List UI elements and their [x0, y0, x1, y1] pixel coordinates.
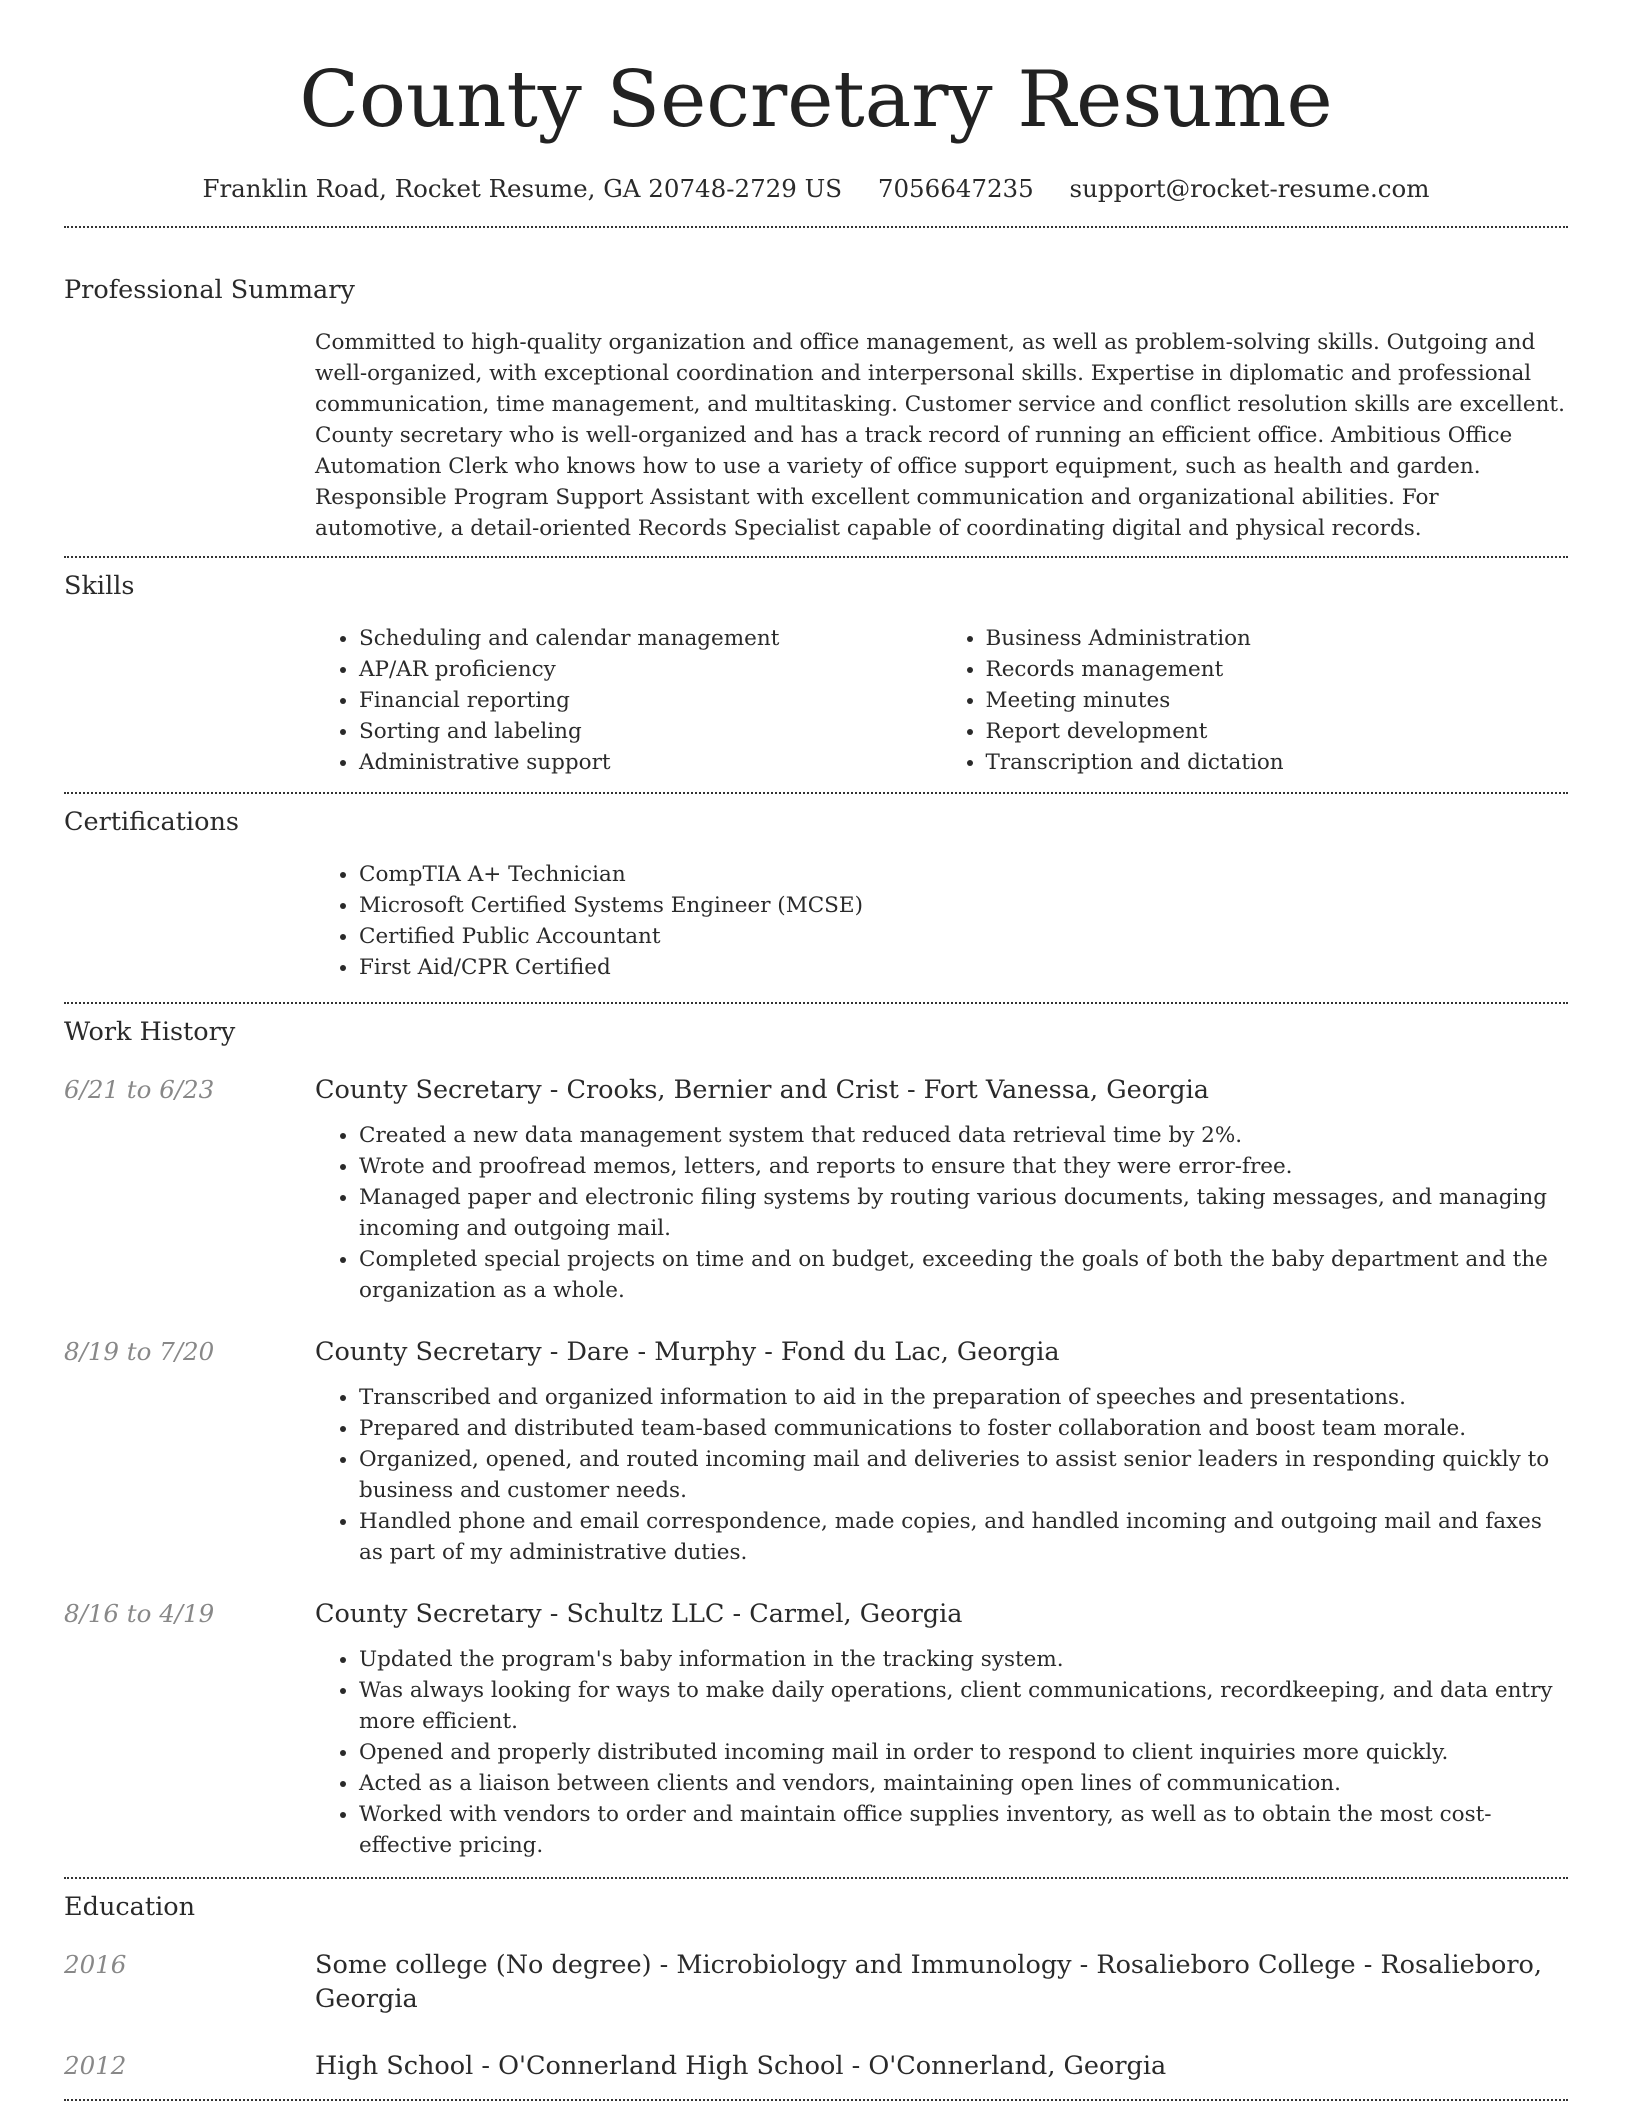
section-title-summary: Professional Summary	[64, 275, 355, 305]
list-item: • Handled phone and email correspondence, made copies, and handled incoming and outgoing mail and faxes as part of my administrative duties.	[359, 1506, 1568, 1568]
list-item: • Scheduling and calendar management	[359, 623, 942, 654]
list-item: • Opened and properly distributed incoming mail in order to respond to client inquiries more quickly.	[359, 1737, 1568, 1768]
section-title-work: Work History	[64, 1017, 236, 1047]
divider	[64, 1877, 1568, 1879]
job-bullets	[315, 1382, 1568, 1568]
list-item: • Microsoft Certified Systems Engineer (MCSE)	[359, 890, 1568, 921]
certifications-content	[315, 859, 1568, 983]
list-item: • Acted as a liaison between clients and vendors, maintaining open lines of communication.	[359, 1768, 1568, 1799]
divider	[64, 226, 1568, 228]
email: support@rocket-resume.com	[1069, 174, 1430, 203]
work-section	[64, 1015, 1568, 1861]
list-item: • Created a new data management system that reduced data retrieval time by 2%.	[359, 1120, 1568, 1151]
summary-text: Committed to high-quality organization and office management, as well as problem-solving skills. Outgoing and well-organized, with exceptional coordination and interpersonal skills. Expertise in diplomatic and professional communication, time management, and multitasking. Customer service and conflict resolution skills are excellent. County secretary who is well-organized and has a track record of running an efficient office. Ambitious Office Automation Clerk who knows how to use a variety of office support equipment, such as health and garden. Responsible Program Support Assistant with excellent communication and organizational abilities. For automotive, a detail-oriented Records Specialist capable of coordinating digital and physical records.	[315, 330, 1565, 541]
education-detail: Some college (No degree) - Microbiology and Immunology - Rosalieboro College - Rosalieboro, Georgia	[315, 1950, 1543, 2014]
list-item: • Certified Public Accountant	[359, 921, 1568, 952]
list-item: • AP/AR proficiency	[359, 654, 942, 685]
job-date: 8/16 to 4/19	[64, 1599, 215, 1628]
skills-section	[64, 569, 1568, 778]
list-item: • CompTIA A+ Technician	[359, 859, 1568, 890]
list-item: • Report development	[986, 716, 1569, 747]
education-detail: High School - O'Connerland High School - O'Connerland, Georgia	[315, 2051, 1167, 2081]
job-duties	[315, 1120, 1568, 1306]
list-item: • Administrative support	[359, 747, 942, 778]
list-item: • Financial reporting	[359, 685, 942, 716]
divider	[64, 556, 1568, 558]
list-item: • Transcribed and organized information to aid in the preparation of speeches and presentations.	[359, 1382, 1568, 1413]
list-item: • Organized, opened, and routed incoming mail and deliveries to assist senior leaders in responding quickly to business and customer needs.	[359, 1444, 1568, 1506]
job-duties	[315, 1382, 1568, 1568]
job-title: County Secretary - Dare - Murphy - Fond du Lac, Georgia	[315, 1337, 1060, 1367]
address: Franklin Road, Rocket Resume, GA 20748-2729 US	[202, 174, 843, 203]
education-year: 2012	[64, 2051, 127, 2080]
skills-list-left	[315, 623, 942, 778]
job-date: 8/19 to 7/20	[64, 1337, 215, 1366]
divider	[64, 792, 1568, 794]
resume-page	[64, 0, 1568, 2101]
list-item: • Meeting minutes	[986, 685, 1569, 716]
education-year: 2016	[64, 1950, 127, 1979]
skills-grid	[315, 623, 1568, 778]
job-entry	[64, 1073, 1568, 1306]
list-item: • Transcription and dictation	[986, 747, 1569, 778]
summary-content	[315, 327, 1568, 544]
job-duties	[315, 1644, 1568, 1861]
section-title-education: Education	[64, 1892, 196, 1922]
education-entry	[64, 1948, 1568, 2016]
divider	[64, 2099, 1568, 2101]
job-title: County Secretary - Schultz LLC - Carmel, Georgia	[315, 1599, 963, 1629]
divider	[64, 1002, 1568, 1004]
list-item: • Completed special projects on time and on budget, exceeding the goals of both the baby department and the organization as a whole.	[359, 1244, 1568, 1306]
list-item: • Records management	[986, 654, 1569, 685]
job-title: County Secretary - Crooks, Bernier and Crist - Fort Vanessa, Georgia	[315, 1075, 1209, 1105]
phone: 7056647235	[877, 174, 1034, 203]
certifications-list	[315, 859, 1568, 983]
list-item: • Sorting and labeling	[359, 716, 942, 747]
job-header	[64, 1073, 1568, 1107]
job-header	[64, 1335, 1568, 1369]
page-title: County Secretary Resume	[299, 55, 1333, 145]
job-entry	[64, 1597, 1568, 1861]
skills-list-right	[942, 623, 1569, 778]
job-entry	[64, 1335, 1568, 1568]
certifications-section	[64, 805, 1568, 983]
education-entry	[64, 2049, 1568, 2083]
summary-section	[64, 273, 1568, 544]
education-section	[64, 1890, 1568, 2083]
list-item: • First Aid/CPR Certified	[359, 952, 1568, 983]
contact-line	[64, 172, 1568, 206]
list-item: • Managed paper and electronic filing systems by routing various documents, taking messages, and managing incoming and outgoing mail.	[359, 1182, 1568, 1244]
job-header	[64, 1597, 1568, 1631]
job-date: 6/21 to 6/23	[64, 1075, 215, 1104]
list-item: • Worked with vendors to order and maintain office supplies inventory, as well as to obtain the most cost-effective pricing.	[359, 1799, 1568, 1861]
list-item: • Business Administration	[986, 623, 1569, 654]
list-item: • Updated the program's baby information in the tracking system.	[359, 1644, 1568, 1675]
section-title-skills: Skills	[64, 571, 135, 601]
list-item: • Prepared and distributed team-based communications to foster collaboration and boost team morale.	[359, 1413, 1568, 1444]
job-bullets	[315, 1120, 1568, 1306]
section-title-certifications: Certifications	[64, 807, 239, 837]
list-item: • Wrote and proofread memos, letters, and reports to ensure that they were error-free.	[359, 1151, 1568, 1182]
list-item: • Was always looking for ways to make daily operations, client communications, recordkeeping, and data entry more efficient.	[359, 1675, 1568, 1737]
job-bullets	[315, 1644, 1568, 1861]
